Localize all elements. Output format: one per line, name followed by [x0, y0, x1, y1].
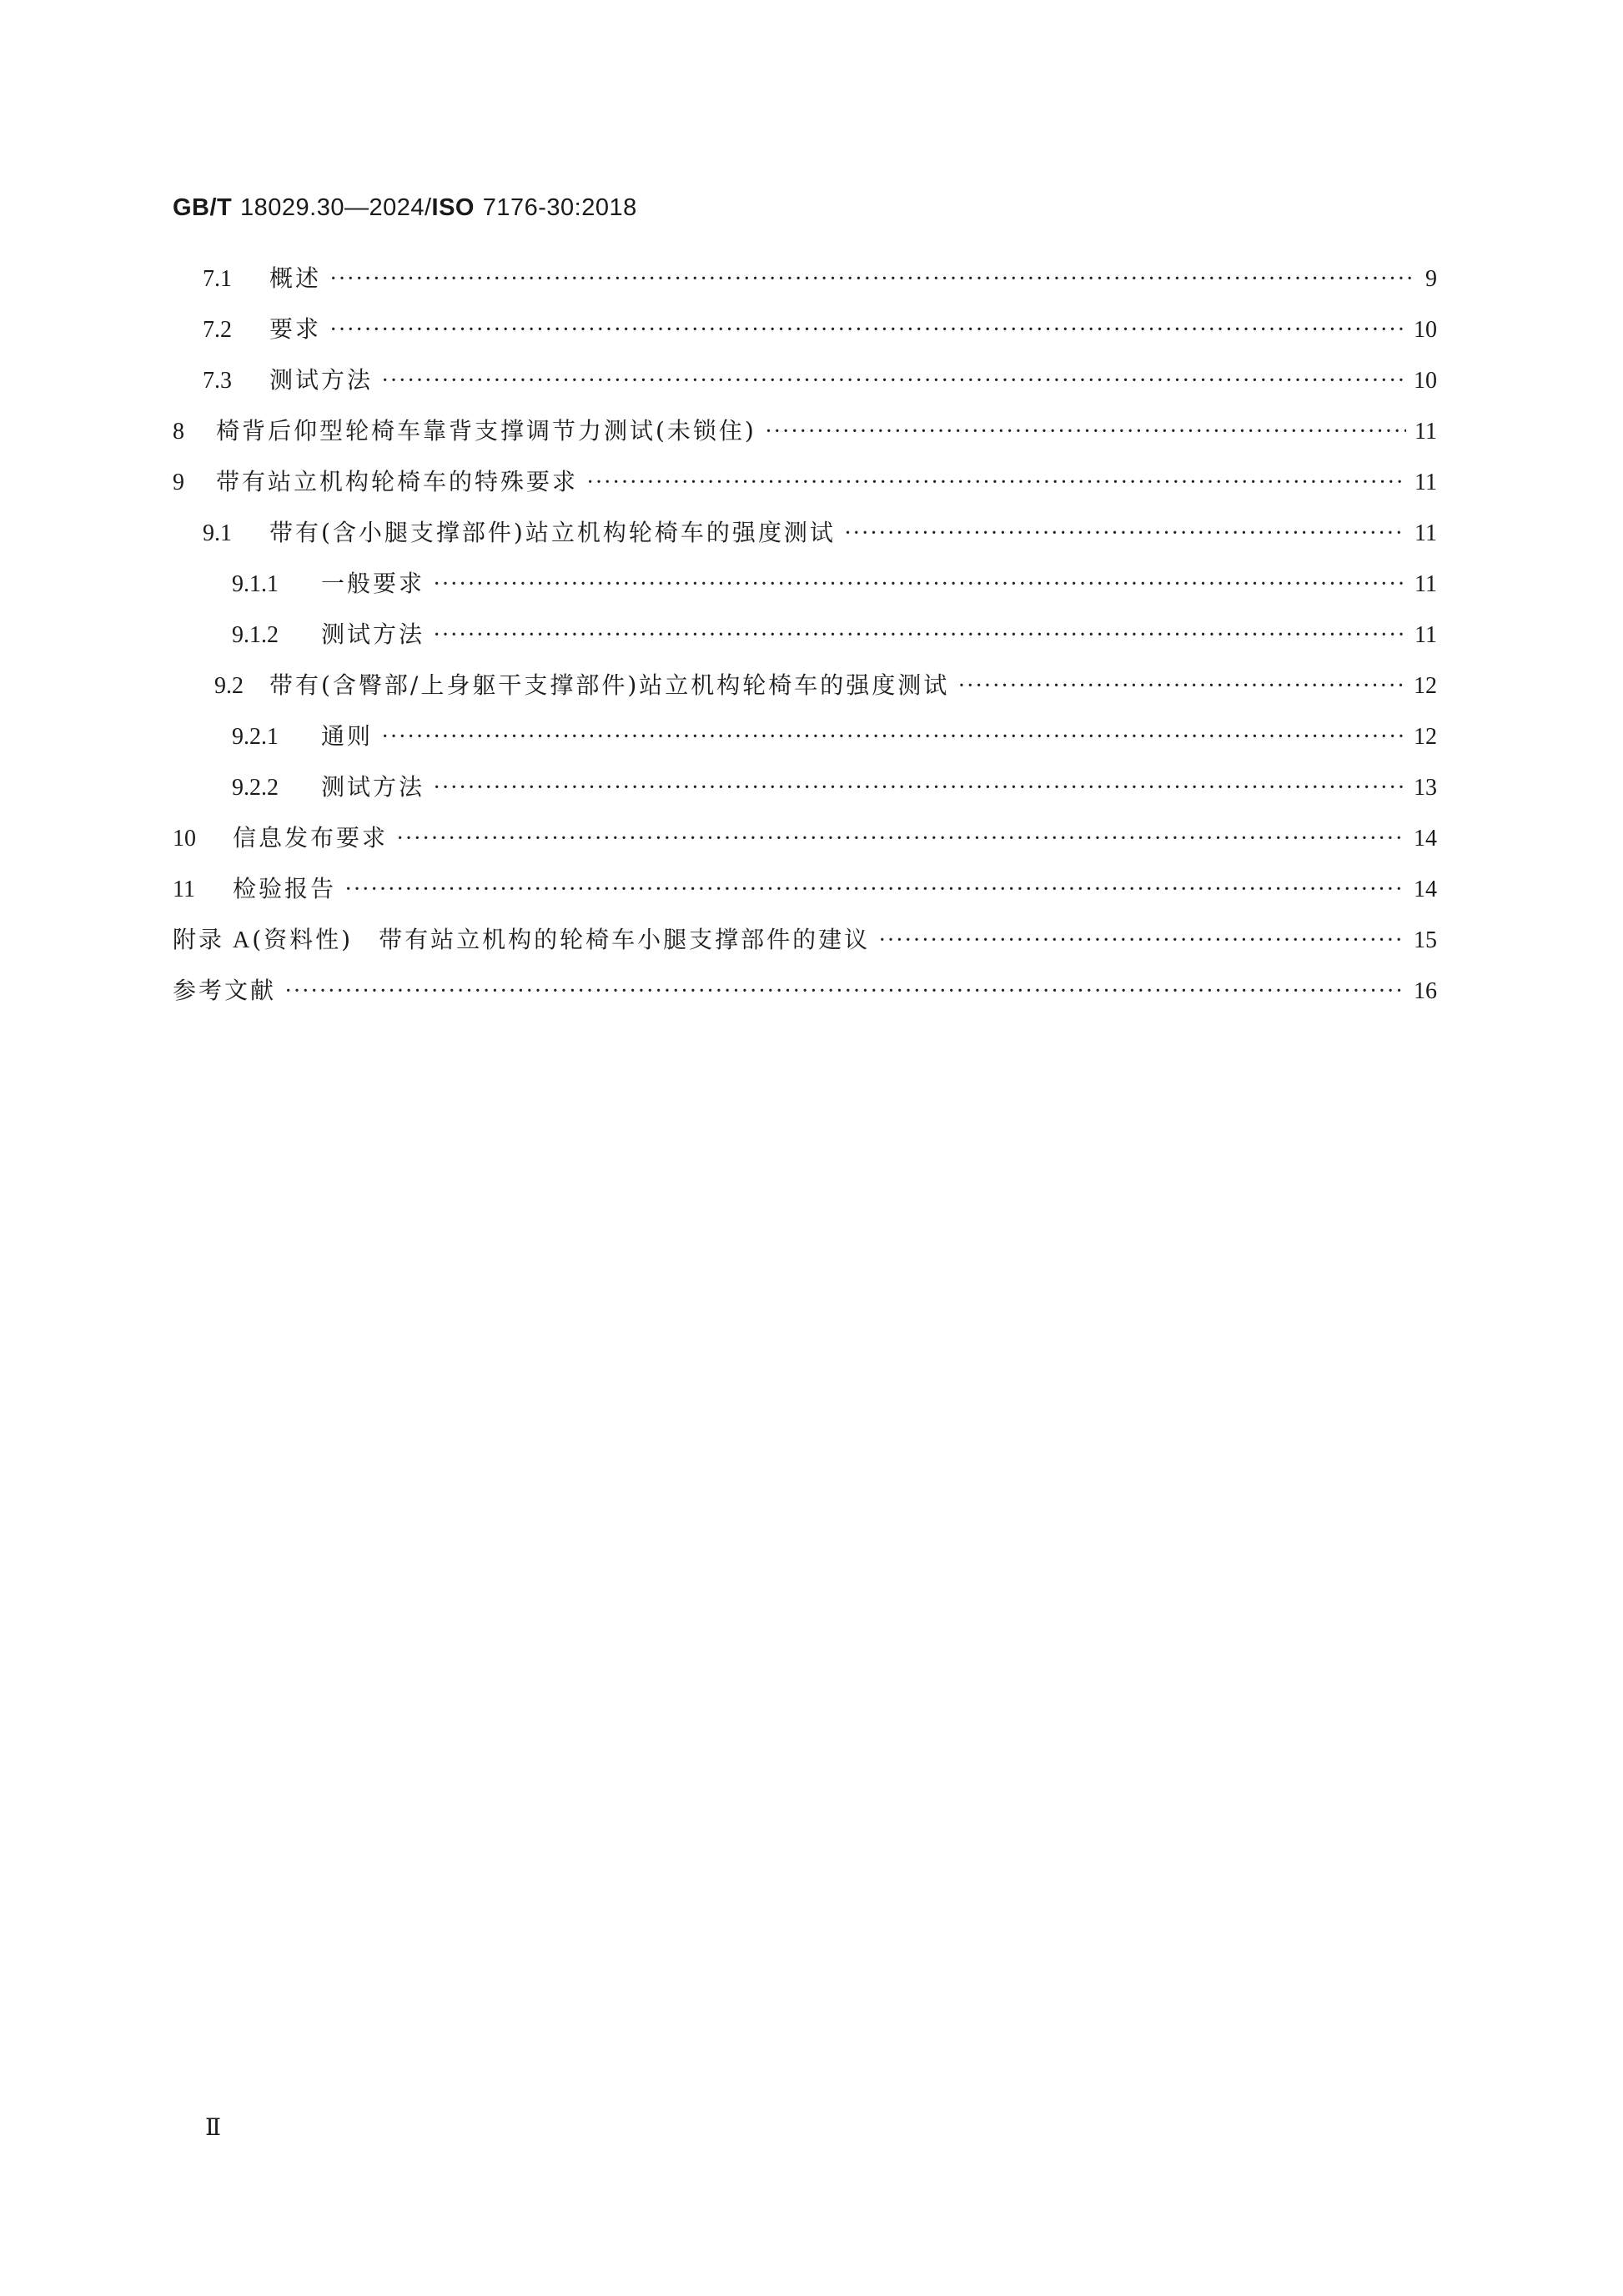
toc-leader-dots: [433, 771, 1405, 805]
toc-entry[interactable]: [203, 516, 1437, 550]
toc-page-number: 9: [1425, 266, 1437, 292]
toc-entry[interactable]: [232, 771, 1437, 805]
toc-page-number: 11: [1414, 419, 1437, 445]
toc-title: 参考文献: [173, 977, 277, 1004]
toc-leader-dots: [284, 975, 1405, 1008]
toc-entry[interactable]: [173, 872, 1437, 907]
toc-number: 8: [173, 419, 184, 445]
toc-leader-dots: [344, 873, 1405, 907]
toc-title: 一般要求: [321, 570, 425, 597]
toc-entry[interactable]: [173, 821, 1437, 856]
toc-number: 9.1: [203, 520, 232, 546]
toc-number: 10: [173, 826, 196, 852]
toc-leader-dots: [329, 263, 1417, 296]
toc-leader-dots: [381, 364, 1405, 398]
toc-entry[interactable]: [203, 313, 1437, 347]
toc-number: 9.1.1: [232, 571, 279, 597]
toc-title: 要求: [269, 315, 322, 343]
toc-entry[interactable]: [232, 618, 1437, 652]
iso-number: 7176-30:2018: [482, 194, 637, 221]
toc-number: 7.1: [203, 266, 232, 292]
toc-title: 测试方法: [321, 773, 425, 801]
toc-number: 9.2: [214, 673, 244, 699]
toc-leader-dots: [433, 619, 1406, 652]
toc-title: 测试方法: [321, 620, 425, 648]
toc-entry[interactable]: [173, 465, 1437, 500]
toc-leader-dots: [433, 568, 1406, 601]
toc-leader-dots: [396, 822, 1405, 856]
toc-page-number: 14: [1414, 877, 1437, 902]
toc-page-number: 13: [1414, 775, 1437, 801]
toc-number: 9.2.1: [232, 724, 279, 750]
toc-leader-dots: [329, 314, 1405, 347]
toc-page-number: 10: [1414, 317, 1437, 343]
toc-leader-dots: [844, 517, 1406, 550]
toc-leader-dots: [957, 670, 1405, 703]
toc-page-number: 11: [1414, 571, 1437, 597]
toc-page-number: 12: [1414, 724, 1437, 750]
toc-page-number: 10: [1414, 368, 1437, 394]
toc-number: 11: [173, 877, 195, 902]
toc-page-number: 11: [1414, 622, 1437, 648]
toc-title: 带有站立机构轮椅车的特殊要求: [216, 468, 579, 495]
toc-page-number: 11: [1414, 470, 1437, 495]
toc-entry[interactable]: [214, 669, 1437, 703]
toc-number: 9.1.2: [232, 622, 279, 648]
toc-title: 带有(含臀部/上身躯干支撑部件)站立机构轮椅车的强度测试: [269, 671, 950, 699]
toc-title: 椅背后仰型轮椅车靠背支撑调节力测试(未锁住): [216, 417, 756, 445]
toc-page-number: 16: [1414, 978, 1437, 1004]
toc-title: 概述: [269, 264, 322, 292]
toc-leader-dots: [765, 415, 1406, 449]
toc-entry[interactable]: [173, 414, 1437, 449]
toc-entry[interactable]: [232, 567, 1437, 601]
toc-number: 9.2.2: [232, 775, 279, 801]
toc-title: (资料性) 带有站立机构的轮椅车小腿支撑部件的建议: [252, 926, 871, 953]
standard-code: GB/T: [173, 194, 233, 221]
toc-title: 测试方法: [269, 366, 374, 394]
toc-title: 通则: [321, 722, 374, 750]
toc-leader-dots: [381, 721, 1405, 754]
toc-page-number: 12: [1414, 673, 1437, 699]
toc-number: 7.2: [203, 317, 232, 343]
toc-leader-dots: [586, 466, 1406, 500]
toc-number: 9: [173, 470, 184, 495]
toc-number: 7.3: [203, 368, 232, 394]
toc-entry[interactable]: [232, 720, 1437, 754]
toc-page-number: 15: [1414, 927, 1437, 953]
toc-entry-annex[interactable]: [173, 923, 1437, 957]
standard-header: [173, 190, 637, 224]
toc-number: 附录 A: [173, 927, 253, 953]
toc-entry[interactable]: [203, 364, 1437, 398]
toc-leader-dots: [878, 924, 1405, 957]
toc-title: 带有(含小腿支撑部件)站立机构轮椅车的强度测试: [269, 519, 836, 546]
toc-title: 信息发布要求: [233, 824, 389, 852]
toc-title: 检验报告: [233, 875, 337, 902]
toc-entry[interactable]: [203, 262, 1437, 296]
iso-code: ISO: [431, 194, 475, 221]
toc-page-number: 11: [1414, 520, 1437, 546]
standard-number: 18029.30—2024/: [240, 194, 432, 221]
toc-page-number: 14: [1414, 826, 1437, 852]
page-number-footer: Ⅱ: [205, 2115, 222, 2141]
toc-entry-references[interactable]: [173, 974, 1437, 1008]
